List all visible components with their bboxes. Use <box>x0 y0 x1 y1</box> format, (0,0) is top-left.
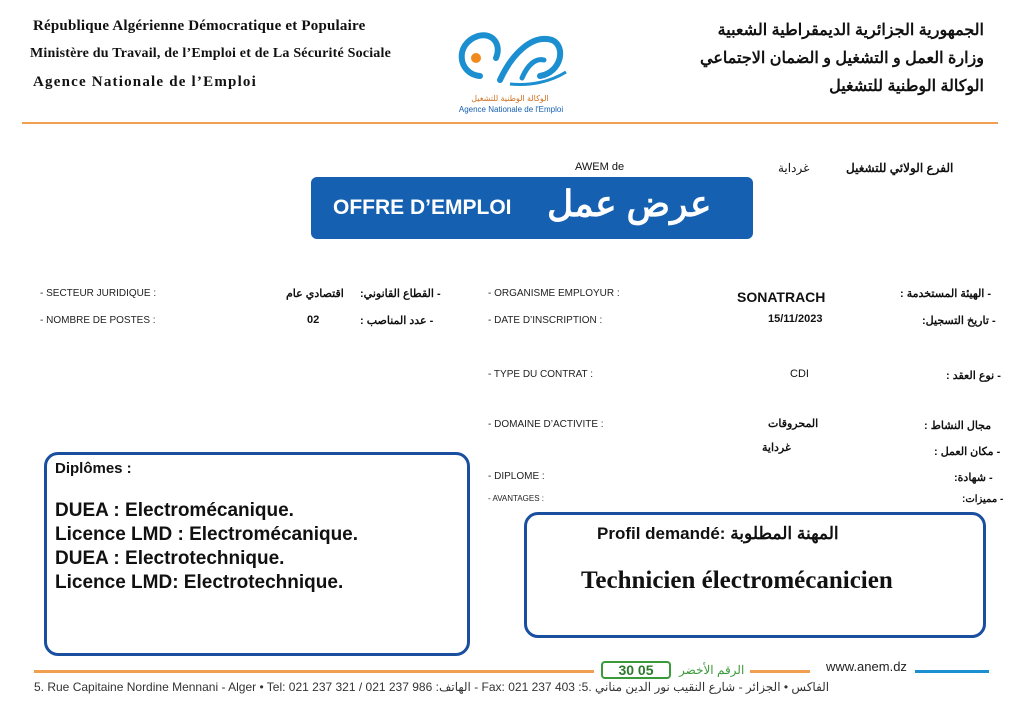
postes-label: - NOMBRE DE POSTES : <box>40 315 156 326</box>
header-ar-line1: الجمهورية الجزائرية الديمقراطية الشعبية <box>717 22 984 39</box>
banner-title-ar: عرض عمل <box>547 183 712 224</box>
postes-value: 02 <box>307 314 320 326</box>
green-number: 30 05 <box>618 662 654 678</box>
avantages-label: - AVANTAGES : <box>488 494 545 503</box>
diplome-line: DUEA : Electromécanique. <box>55 500 294 521</box>
secteur-label: - SECTEUR JURIDIQUE : <box>40 288 157 299</box>
domaine-value: المحروقات <box>768 418 819 430</box>
profil-value: Technicien électromécanicien <box>581 567 893 594</box>
profil-box <box>524 512 986 638</box>
diplomes-box <box>44 452 470 656</box>
lieu-value: غرداية <box>762 442 791 454</box>
postes-ar: - عدد المناصب : <box>360 315 434 327</box>
diplomes-title: Diplômes : <box>55 460 132 477</box>
lieu-ar: - مكان العمل : <box>934 446 1001 458</box>
header-divider <box>22 122 998 124</box>
footer-address: 5. Rue Capitaine Nordine Mennani - Alger • Tel: 021 237 321 / 021 237 986 :الهاتف - Fax: 021 237 403 :الفاكس • الجزائر - شارع النقيب نور الدين مناني .5 <box>34 680 830 694</box>
header-ar-line2: وزارة العمل و التشغيل و الضمان الاجتماعي <box>700 50 984 67</box>
diplome-ar: - شهادة: <box>954 472 993 484</box>
logo-fr-text: Agence Nationale de l'Emploi <box>458 105 564 114</box>
logo-ar-text: الوكالة الوطنية للتشغيل <box>471 94 549 103</box>
diplome-label: - DIPLOME : <box>488 471 545 482</box>
contrat-ar: - نوع العقد : <box>946 370 1001 382</box>
footer-line-left <box>34 670 594 673</box>
profil-title: Profil demandé: المهنة المطلوبة <box>597 524 839 543</box>
domaine-ar: مجال النشاط : <box>924 420 992 432</box>
branch-ar: الفرع الولائي للتشغيل <box>846 161 954 175</box>
diplome-line: DUEA : Electrotechnique. <box>55 548 285 569</box>
contrat-value: CDI <box>790 368 809 380</box>
header-fr-line3: Agence Nationale de l’Emploi <box>33 74 258 90</box>
green-number-badge <box>601 661 671 679</box>
awem-label: AWEM de <box>575 161 625 173</box>
date-ar: - تاريخ التسجيل: <box>922 315 996 327</box>
contrat-label: - TYPE DU CONTRAT : <box>488 369 594 380</box>
date-value: 15/11/2023 <box>768 313 823 325</box>
header-fr-line1: République Algérienne Démocratique et Populaire <box>33 18 366 34</box>
diplome-line: Licence LMD : Electromécanique. <box>55 524 359 545</box>
banner-title-fr: OFFRE D’EMPLOI <box>333 196 512 219</box>
diplome-line: Licence LMD: Electrotechnique. <box>55 572 344 593</box>
branch-city: غرداية <box>778 161 810 175</box>
avantages-ar: - مميزات: <box>962 494 1004 505</box>
anem-logo <box>440 14 580 118</box>
header-ar-line3: الوكالة الوطنية للتشغيل <box>829 78 984 95</box>
org-label: - ORGANISME EMPLOYUR : <box>488 288 620 299</box>
job-offer-banner <box>311 177 753 239</box>
footer-line-mid <box>750 670 810 673</box>
date-label: - DATE D’INSCRIPTION : <box>488 315 603 326</box>
secteur-value: اقتصادي عام <box>286 288 344 300</box>
website-link[interactable]: www.anem.dz <box>826 659 907 674</box>
domaine-label: - DOMAINE D’ACTIVITE : <box>488 419 604 430</box>
org-value: SONATRACH <box>737 289 826 305</box>
footer-line-right <box>915 670 989 673</box>
secteur-ar: - القطاع القانوني: <box>360 288 441 300</box>
header-fr-line2: Ministère du Travail, de l’Emploi et de La Sécurité Sociale <box>30 46 391 61</box>
org-ar: - الهيئة المستخدمة : <box>900 288 992 300</box>
green-label: الرقم الأخضر <box>679 663 745 677</box>
